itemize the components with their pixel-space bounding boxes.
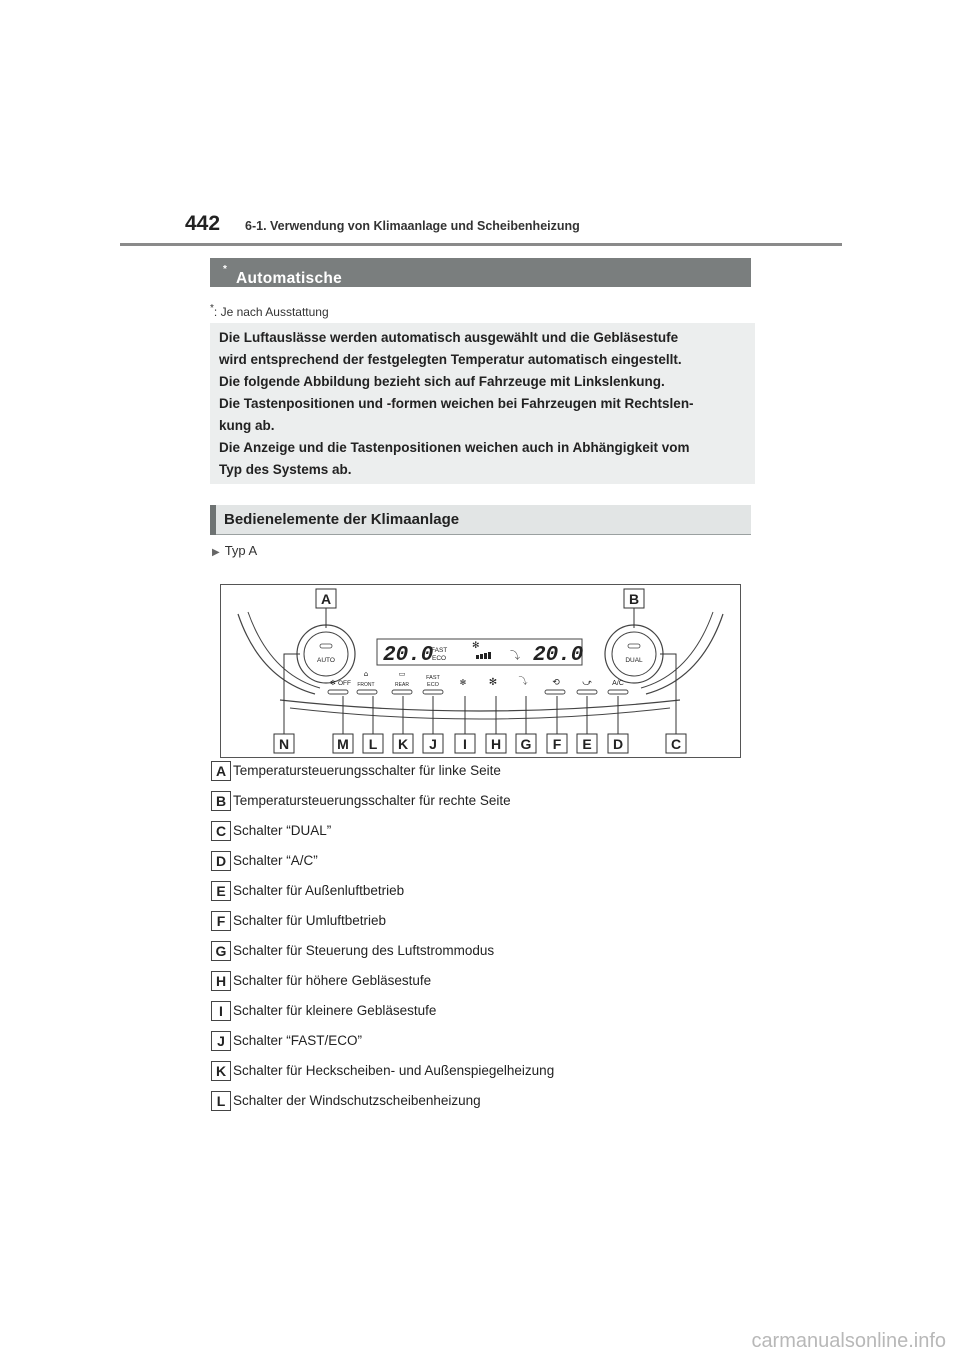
callout-c: C xyxy=(670,736,682,752)
callout-a: A xyxy=(320,591,332,607)
legend-badge: E xyxy=(211,881,231,901)
legend-text: Schalter “DUAL” xyxy=(233,823,332,838)
legend-text: Schalter für kleinere Gebläsestufe xyxy=(233,1003,437,1018)
fast-button-label: FAST xyxy=(426,675,440,681)
windshield-defrost-icon: ⌂ xyxy=(363,670,369,678)
triangle-bullet-icon: ▶ xyxy=(212,547,220,558)
right-temperature-readout: 20.0 xyxy=(533,644,584,667)
eco-indicator: ECO xyxy=(432,655,447,662)
legend-text: Schalter für Außenluftbetrieb xyxy=(233,883,405,898)
info-line: Typ des Systems ab. xyxy=(219,462,352,477)
callout-h: H xyxy=(490,736,502,752)
fan-low-icon: ✻ xyxy=(459,678,467,687)
climate-control-diagram xyxy=(220,584,741,758)
section-title: Automatische Klimaanlage xyxy=(236,270,343,305)
callout-g: G xyxy=(520,736,532,752)
diagram-frame xyxy=(221,585,741,758)
section-heading-controls xyxy=(210,505,751,535)
eco-button-label: ECO xyxy=(427,682,439,688)
legend-text: Schalter für höhere Gebläsestufe xyxy=(233,973,432,988)
section-title: Bedienelemente der Klimaanlage xyxy=(224,511,460,528)
legend-text: Schalter “FAST/ECO” xyxy=(233,1033,363,1048)
front-button-label: FRONT xyxy=(357,682,375,688)
info-line: kung ab. xyxy=(219,418,275,433)
legend-text: Temperatursteuerungsschalter für linke Seite xyxy=(233,763,501,778)
footnote-marker: * xyxy=(223,264,228,275)
callout-f: F xyxy=(552,736,562,752)
section-accent-bar xyxy=(210,505,216,535)
callout-k: K xyxy=(397,736,409,752)
legend-badge: D xyxy=(211,851,231,871)
page-number: 442 xyxy=(185,212,221,235)
info-line: Die Tastenpositionen und -formen weichen bei Fahrzeugen mit Rechtslen- xyxy=(219,396,694,411)
rear-defrost-icon: ▭ xyxy=(398,670,406,678)
info-line: wird entsprechend der festgelegten Temperatur automatisch eingestellt. xyxy=(219,352,682,367)
footnote xyxy=(210,303,329,319)
callout-j: J xyxy=(429,736,437,752)
watermark: carmanualsonline.info xyxy=(751,1330,946,1352)
legend-badge: H xyxy=(211,971,231,991)
rear-button-label: REAR xyxy=(395,682,409,688)
legend-text: Schalter der Windschutzscheibenheizung xyxy=(233,1093,481,1108)
auto-button: AUTO xyxy=(317,657,335,664)
ac-button-label: A/C xyxy=(612,680,624,687)
legend-text: Schalter für Heckscheiben- und Außenspiegelheizung xyxy=(233,1063,555,1078)
recirculation-icon: ⟲ xyxy=(552,678,560,688)
legend-text: Schalter “A/C” xyxy=(233,853,318,868)
callout-m: M xyxy=(337,736,349,752)
legend-text: Schalter für Umluftbetrieb xyxy=(233,913,387,928)
legend-badge: F xyxy=(211,911,231,931)
info-box xyxy=(210,323,755,484)
airflow-mode-button-icon: ⤵ xyxy=(518,677,528,687)
callout-d: D xyxy=(612,736,624,752)
header-divider xyxy=(120,243,842,246)
legend-badge: I xyxy=(211,1001,231,1021)
legend-badge: B xyxy=(211,791,231,811)
callout-b: B xyxy=(628,591,640,607)
legend-badge: A xyxy=(211,761,231,781)
left-temperature-readout: 20.0 xyxy=(383,644,434,667)
callout-n: N xyxy=(278,736,290,752)
dual-button: DUAL xyxy=(625,657,643,664)
legend-text: Schalter für Steuerung des Luftstrommodus xyxy=(233,943,495,958)
chapter-title: 6-1. Verwendung von Klimaanlage und Scheibenheizung xyxy=(245,219,580,233)
info-line: Die folgende Abbildung bezieht sich auf Fahrzeuge mit Linkslenkung. xyxy=(219,374,665,389)
callout-i: I xyxy=(463,736,467,752)
footnote-text: : Je nach Ausstattung xyxy=(213,305,329,319)
legend-badge: K xyxy=(211,1061,231,1081)
section-heading-automatic-ac xyxy=(210,258,751,305)
info-line: Die Luftauslässe werden automatisch ausgewählt und die Gebläsestufe xyxy=(219,330,679,345)
type-label xyxy=(212,543,257,558)
off-button-label: OFF xyxy=(338,680,351,687)
fan-high-icon: ✻ xyxy=(488,677,498,688)
footnote-asterisk: * xyxy=(210,303,214,314)
outside-air-icon: ⤻ xyxy=(582,678,592,688)
legend-badge: J xyxy=(211,1031,231,1051)
fan-off-icon: ✻ xyxy=(330,680,336,687)
fast-indicator: FAST xyxy=(431,647,448,654)
legend-text: Temperatursteuerungsschalter für rechte Seite xyxy=(233,793,511,808)
airflow-mode-icon: ⤵ xyxy=(510,651,520,662)
svg-text:✻: ✻ xyxy=(472,641,480,651)
legend-badge: G xyxy=(211,941,231,961)
info-line: Die Anzeige und die Tastenpositionen weichen auch in Abhängigkeit vom xyxy=(219,440,690,455)
legend-badge: C xyxy=(211,821,231,841)
callout-e: E xyxy=(582,736,592,752)
legend-badge: L xyxy=(211,1091,231,1111)
type-label-text: Typ A xyxy=(224,543,258,558)
callout-l: L xyxy=(368,736,378,752)
